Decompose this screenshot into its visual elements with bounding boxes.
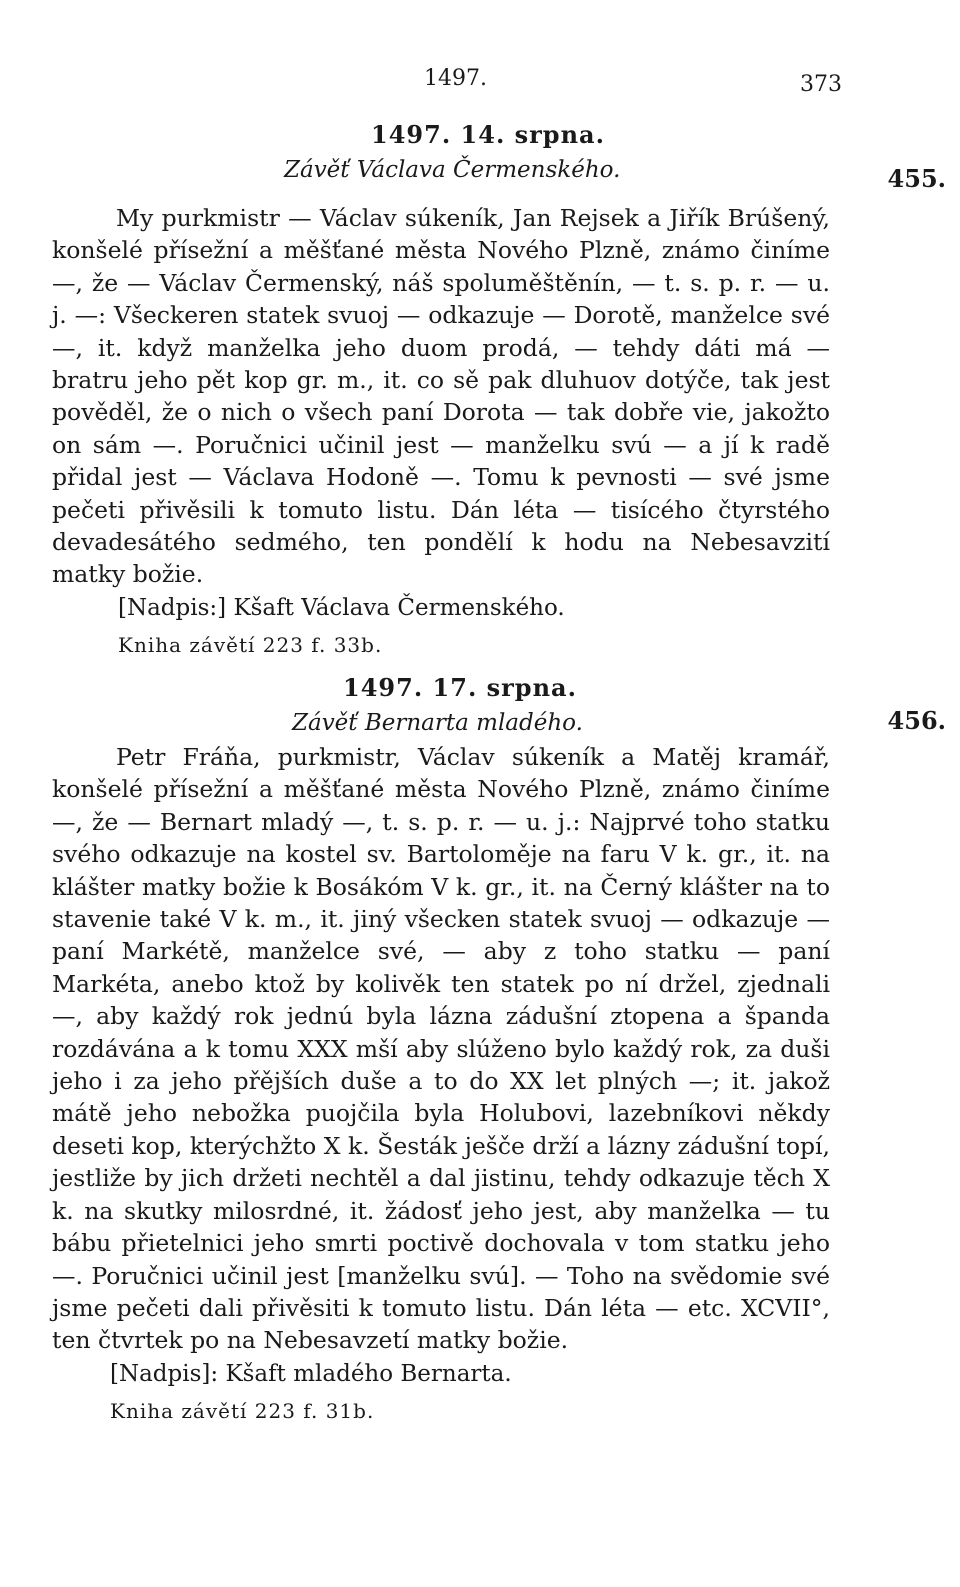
source-reference: Kniha závětí 223 f. 31b. xyxy=(110,1399,375,1423)
entry-number: 455. xyxy=(887,164,946,193)
entry-title: Závěť Bernarta mladého. xyxy=(292,710,583,736)
heading-note: [Nadpis]: Kšaft mladého Bernarta. xyxy=(110,1361,512,1387)
running-header xyxy=(0,66,960,96)
entry-body-text xyxy=(52,741,830,1357)
entry-date: 1497. 17. srpna. xyxy=(343,673,577,702)
document-entry-456 xyxy=(0,671,960,1423)
source-reference: Kniha závětí 223 f. 33b. xyxy=(118,633,383,657)
page-number: 373 xyxy=(800,72,842,97)
document-entry-455 xyxy=(0,118,960,657)
entry-body-text xyxy=(52,202,830,591)
header-year: 1497. xyxy=(424,66,487,91)
heading-note: [Nadpis:] Kšaft Václava Čermenského. xyxy=(118,595,565,621)
entry-date: 1497. 14. srpna. xyxy=(371,120,605,149)
entry-body-paragraph: Petr Fráňa, purkmistr, Václav súkeník a Matěj kramář, konšelé přísežní a měšťané města Nového Plzně, známo činíme —, že — Bernart mladý —, t. s. p. r. — u. j.: Najprvé toho statku svého odkazuje na kostel sv. Bartoloměje na faru V k. gr., it. na klášter matky božie k Bosákóm V k. gr., it. na Černý klášter na to stavenie také V k. m., it. jiný všecken statek svuoj — odkazuje — paní Markétě, manželce své, — aby z toho statku — paní Markéta, anebo ktož by kolivěk ten statek po ní držel, zjednali —, aby každý rok jednú byla lázna zádušní ztopena a španda rozdávána a k tomu XXX mší aby slúženo bylo každý rok, za duši jeho i za jeho přějších duše a to do XX let plných —; it. jakož mátě jeho nebožka puojčila byla Holubovi, lazebníkovi někdy deseti kop, kterýchžto X k. Šesták ješče drží a lázny zádušní topí, jestliže by jich držeti nechtěl a dal jistinu, tehdy odkazuje těch X k. na skutky milosrdné, it. žádosť jeho jest, aby manželka — tu bábu přietelnici jeho smrti poctivě dochovala v tom statku jeho —. Poručnici učinil jest [manželku svú]. — Toho na svědomie své jsme pečeti dali přivěsiti k tomuto listu. Dán léta — etc. XCVII°, ten čtvrtek po na Nebesavzetí matky božie. xyxy=(52,743,830,1355)
entry-title: Závěť Václava Čermenského. xyxy=(284,157,621,183)
entry-number: 456. xyxy=(887,706,946,735)
entry-body-paragraph: My purkmistr — Václav súkeník, Jan Rejsek a Jiřík Brúšený, konšelé přísežní a měšťané města Nového Plzně, známo činíme —, že — Václav Čermenský, náš spoluměštěnín, — t. s. p. r. — u. j. —: Všeckeren statek svuoj — odkazuje — Dorotě, manželce své —, it. když manželka jeho duom prodá, — tehdy dáti má — bratru jeho pět kop gr. m., it. co sě pak dluhuov dotýče, tak jest pověděl, že o nich o všech paní Dorota — tak dobře vie, jakožto on sám —. Poručnici učinil jest — manželku svú — a jí k radě přidal jest — Václava Hodoně —. Tomu k pevnosti — své jsme pečeti přivěsili k tomuto listu. Dán léta — tisícého čtyrstého devadesátého sedmého, ten pondělí k hodu na Nebesavzití matky božie. xyxy=(52,204,830,589)
